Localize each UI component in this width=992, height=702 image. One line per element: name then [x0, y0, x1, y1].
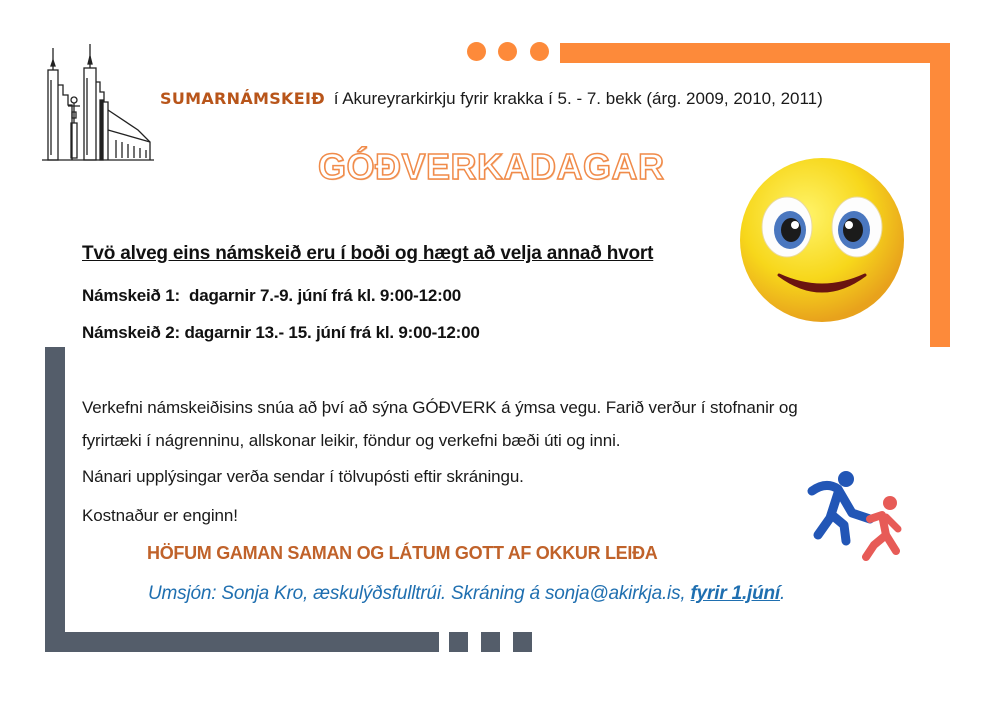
gray-square-1 [449, 632, 468, 652]
header-subtitle: í Akureyrarkirkju fyrir krakka í 5. - 7. bekk (árg. 2009, 2010, 2011) [333, 89, 823, 108]
page-title: GÓÐVERKADAGAR [318, 146, 665, 187]
helping-hand-icon [800, 463, 910, 563]
cost-text: Kostnaður er enginn! [82, 506, 238, 525]
course-item-2: Námskeið 2: dagarnir 13.- 15. júní frá kl. 9:00-12:00 [82, 323, 480, 342]
gray-frame-bottom [45, 632, 439, 652]
orange-frame-top [560, 43, 950, 63]
church-icon [38, 40, 156, 165]
gray-square-2 [481, 632, 500, 652]
contact-line [148, 583, 785, 605]
contact-text: Umsjón: Sonja Kro, æskulýðsfulltrúi. Skráning á sonja@akirkja.is, [148, 583, 691, 604]
description-line-2: fyrirtæki í nágrenninu, allskonar leikir, föndur og verkefni bæði úti og inni. [82, 431, 621, 450]
info-text: Nánari upplýsingar verða sendar í tölvupósti eftir skráningu. [82, 467, 524, 486]
header-line [160, 89, 823, 109]
orange-dot-3 [530, 42, 549, 61]
smiley-icon [737, 155, 907, 325]
gray-frame-left [45, 347, 65, 652]
course-item-1: Námskeið 1: dagarnir 7.-9. júní frá kl. 9:00-12:00 [82, 286, 462, 305]
orange-dot-2 [498, 42, 517, 61]
description-line-1: Verkefni námskeiðisins snúa að því að sýna GÓÐVERK á ýmsa vegu. Farið verður í stofnanir og [82, 398, 798, 417]
gray-square-3 [513, 632, 532, 652]
contact-end: . [780, 583, 786, 604]
deadline-link[interactable]: fyrir 1.júní [690, 583, 781, 604]
slogan: HÖFUM GAMAN SAMAN OG LÁTUM GOTT AF OKKUR LEIÐA [147, 543, 658, 563]
orange-dot-1 [467, 42, 486, 61]
courses-heading: Tvö alveg eins námskeið eru í boði og hægt að velja annað hvort [82, 243, 654, 264]
orange-frame-right [930, 43, 950, 347]
brand-title: SUMARNÁMSKEIÐ [160, 89, 325, 108]
